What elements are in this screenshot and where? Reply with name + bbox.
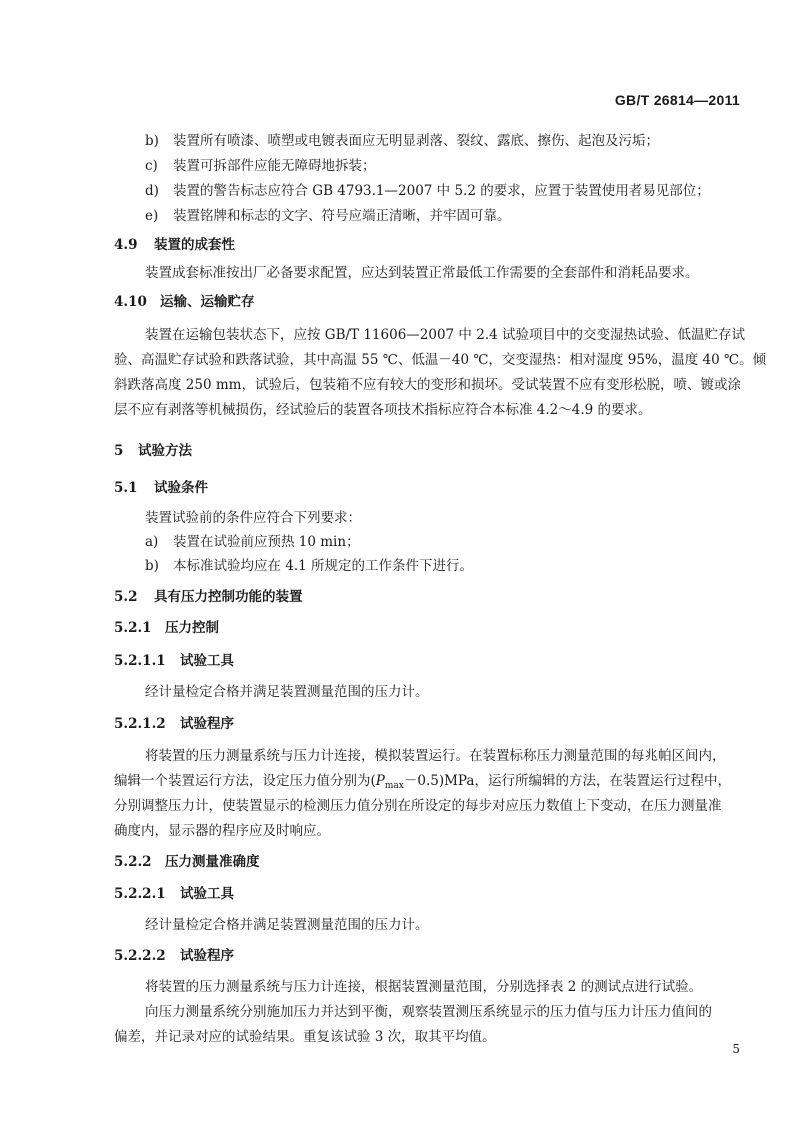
list-item-text: 装置在试验前应预热 10 min；: [173, 534, 360, 550]
paragraph-line: 确度内，显示器的程序应及时响应。: [114, 823, 330, 839]
list-item-label: d): [145, 183, 159, 199]
page-number: 5: [732, 1042, 740, 1056]
chapter-title: 试验方法: [138, 443, 192, 459]
standard-number-header: GB/T 26814—2011: [614, 92, 740, 108]
section-title: 试验条件: [154, 480, 208, 496]
paragraph-line: 层不应有剥落等机械损伤，经试验后的装置各项技术指标应符合本标准 4.2～4.9 的要求。: [114, 402, 652, 418]
list-item-label: b): [145, 133, 159, 149]
paragraph-line: 验、高温贮存试验和跌落试验，其中高温 55 ℃、低温－40 ℃，交变湿热：相对湿度 95%，温度 40 ℃。倾: [114, 352, 767, 368]
paragraph-line: 装置在运输包装状态下，应按 GB/T 11606—2007 中 2.4 试验项目中的交变湿热试验、低温贮存试: [145, 327, 745, 343]
list-item-label: a): [145, 534, 159, 550]
section-number: 4.9: [114, 237, 138, 253]
paragraph-line: 向压力测量系统分别施加压力并达到平衡，观察装置测压系统显示的压力值与压力计压力值间的: [145, 1004, 712, 1020]
paragraph-line: 将装置的压力测量系统与压力计连接，根据装置测量范围，分别选择表 2 的测试点进行试验。: [145, 979, 703, 995]
list-item-label: c): [145, 158, 158, 174]
section-title: 试验程序: [180, 716, 234, 732]
section-title: 试验工具: [180, 653, 234, 669]
section-number: 5.2.2: [114, 854, 152, 870]
section-number: 5.2.2.1: [114, 886, 166, 902]
list-item-text: 本标准试验均应在 4.1 所规定的工作条件下进行。: [173, 558, 474, 574]
list-item-text: 装置铭牌和标志的文字、符号应端正清晰，并牢固可靠。: [173, 208, 511, 224]
paragraph-text: 编辑一个装置运行方法，设定压力值分别为(: [114, 773, 376, 789]
paragraph-line: [114, 771, 731, 796]
section-number: 5.2.1.1: [114, 653, 166, 669]
section-number: 5.2.2.2: [114, 948, 166, 964]
section-title: 运输、运输贮存: [160, 294, 255, 310]
paragraph-line: 分别调整压力计，使装置显示的检测压力值分别在所设定的每步对应压力数值上下变动，在压力测量准: [114, 798, 722, 814]
paragraph-line: 偏差，并记录对应的试验结果。重复该试验 3 次，取其平均值。: [114, 1029, 496, 1045]
paragraph-line: 斜跌落高度 250 mm，试验后，包装箱不应有较大的变形和损坏。受试装置不应有变形松脱，喷、镀或涂: [114, 377, 741, 393]
list-item-text: 装置的警告标志应符合 GB 4793.1—2007 中 5.2 的要求，应置于装置使用者易见部位；: [173, 183, 710, 199]
section-title: 压力控制: [165, 620, 219, 636]
list-item-text: 装置可拆部件应能无障碍地拆装；: [173, 158, 376, 174]
section-number: 5.2.1: [114, 620, 152, 636]
list-item-label: e): [145, 208, 159, 224]
list-item-text: 装置所有喷漆、喷塑或电镀表面应无明显剥落、裂纹、露底、擦伤、起泡及污垢；: [173, 133, 659, 149]
section-title: 压力测量准确度: [165, 854, 260, 870]
paragraph: 经计量检定合格并满足装置测量范围的压力计。: [145, 917, 429, 933]
section-number: 5.2.1.2: [114, 716, 166, 732]
paragraph-line: 将装置的压力测量系统与压力计连接，模拟装置运行。在装置标称压力测量范围的每兆帕区间内，: [145, 748, 726, 764]
section-number: 4.10: [114, 294, 147, 310]
list-item-label: b): [145, 558, 159, 574]
section-title: 试验工具: [180, 886, 234, 902]
paragraph: 装置成套标准按出厂必备要求配置，应达到装置正常最低工作需要的全套部件和消耗品要求。: [145, 265, 699, 281]
paragraph-text: －0.5)MPa，运行所编辑的方法，在装置运行过程中，: [403, 773, 731, 789]
section-number: 5.1: [114, 480, 138, 496]
pressure-symbol: P: [375, 773, 385, 789]
section-title: 具有压力控制功能的装置: [154, 589, 303, 605]
chapter-number: 5: [114, 443, 124, 459]
section-number: 5.2: [114, 589, 138, 605]
paragraph: 装置试验前的条件应符合下列要求：: [145, 510, 361, 526]
pressure-subscript: max: [384, 781, 404, 791]
section-title: 装置的成套性: [154, 237, 235, 253]
paragraph: 经计量检定合格并满足装置测量范围的压力计。: [145, 684, 429, 700]
section-title: 试验程序: [180, 948, 234, 964]
